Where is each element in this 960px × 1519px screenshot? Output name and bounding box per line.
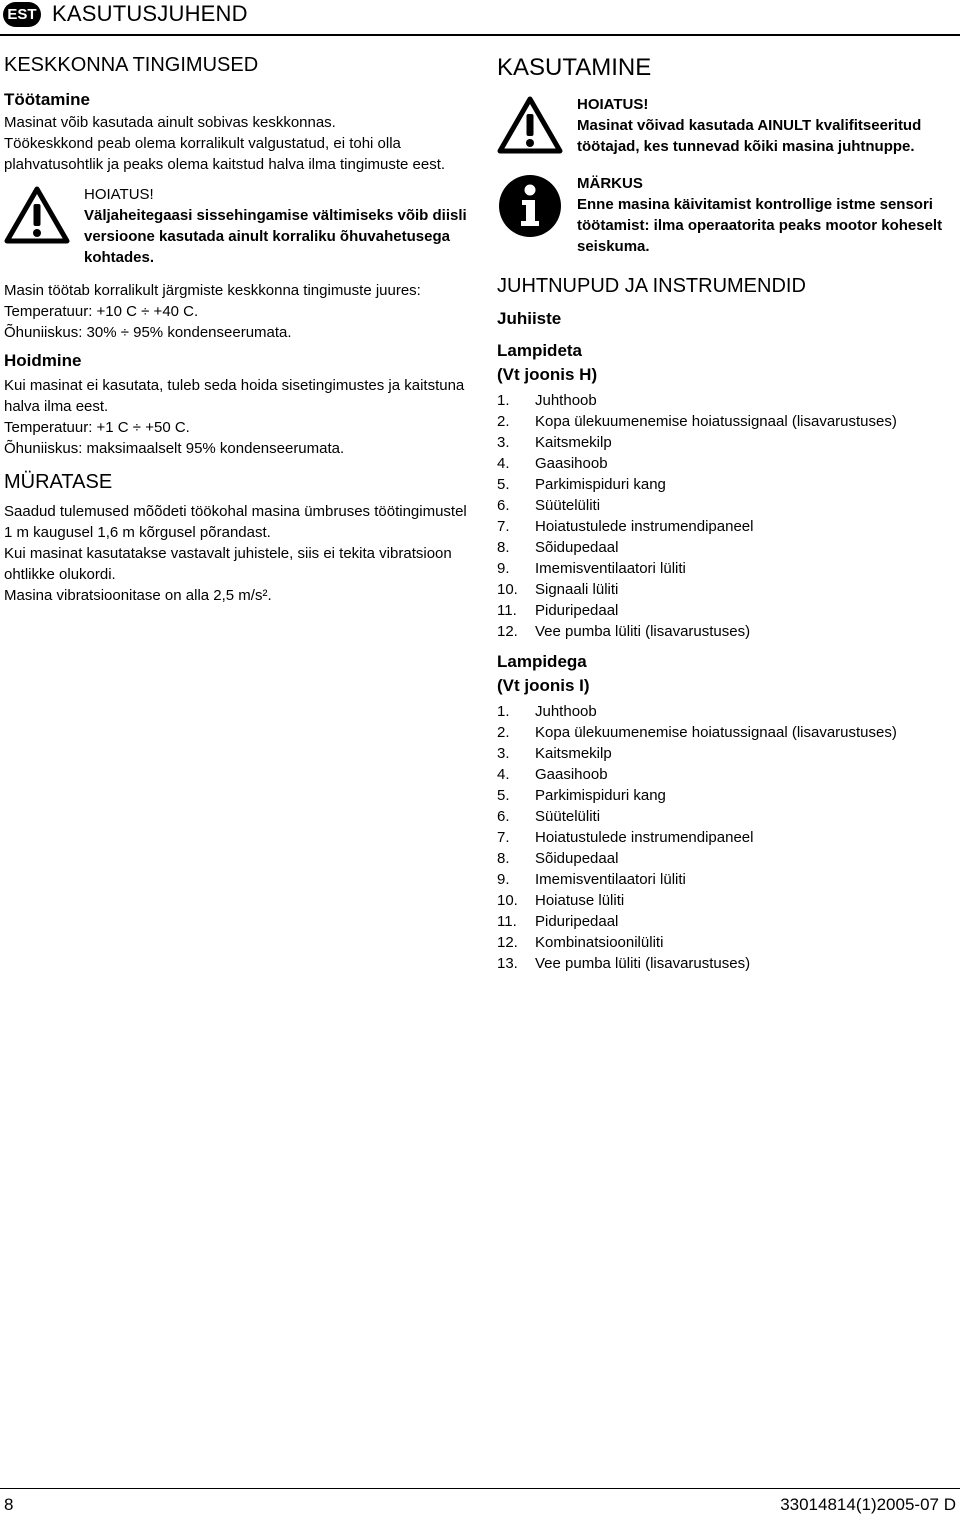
info-icon <box>497 173 563 239</box>
note-label: MÄRKUS <box>577 175 643 192</box>
list-item: 9. Imemisventilaatori lüliti <box>497 871 686 888</box>
list-item: 9. Imemisventilaatori lüliti <box>497 560 686 577</box>
storage-text-3: Õhuniiskus: maksimaalselt 95% kondenseerumata. <box>4 440 345 457</box>
section-title-controls: JUHTNUPUD JA INSTRUMENDID <box>497 275 806 297</box>
list-item: 12. Kombinatsioonilüliti <box>497 934 664 951</box>
subsection-title-lamps: Lampidega <box>497 652 587 671</box>
page-header <box>0 0 960 32</box>
list-item: 11. Piduripedaal <box>497 913 619 930</box>
header-divider <box>0 34 960 36</box>
noise-text-2: Kui masinat kasutatakse vastavalt juhistele, siis ei tekita vibratsioon ohtlikke olukordi. <box>4 545 452 583</box>
list-item: 6. Süütelüliti <box>497 497 601 514</box>
subsection-ref-lamps: (Vt joonis I) <box>497 676 590 695</box>
list-item: 10. Hoiatuse lüliti <box>497 892 625 909</box>
section-title-noise: MÜRATASE <box>4 471 113 493</box>
footer-divider <box>0 1488 960 1489</box>
conditions-text-2: Temperatuur: +10 C ÷ +40 C. <box>4 303 199 320</box>
page-title: KASUTUSJUHEND <box>52 1 248 26</box>
warning-text: Väljaheitegaasi sissehingamise vältimiseks võib diisli versioone kasutada ainult korraliku õhuvahetusega kohtades. <box>84 207 467 266</box>
list-item: 4. Gaasihoob <box>497 766 608 783</box>
list-item: 1. Juhthoob <box>497 392 597 409</box>
conditions-block <box>4 280 474 343</box>
left-column <box>4 52 474 606</box>
noise-text-1: Saadud tulemused mõõdeti töökohal masina ümbruses töötingimustel 1 m kaugusel 1,6 m kõrgusel põrandast. <box>4 503 467 541</box>
warning-label: HOIATUS! <box>577 96 649 113</box>
list-item: 10. Signaali lüliti <box>497 581 619 598</box>
list-item: 1. Juhthoob <box>497 703 597 720</box>
subsection-title-operation: Töötamine <box>4 90 90 109</box>
list-item: 13. Vee pumba lüliti (lisavarustuses) <box>497 955 751 972</box>
language-badge: EST <box>3 2 41 27</box>
note-box <box>497 173 957 257</box>
list-item: 2. Kopa ülekuumenemise hoiatussignaal (lisavarustuses) <box>497 724 897 741</box>
note-text: Enne masina käivitamist kontrollige istme sensori töötamist: ilma operaatorita peaks mootor koheselt seiskuma. <box>577 196 943 255</box>
list-item: 3. Kaitsmekilp <box>497 434 612 451</box>
list-item: 2. Kopa ülekuumenemise hoiatussignaal (lisavarustuses) <box>497 413 897 430</box>
list-item: 11. Piduripedaal <box>497 602 619 619</box>
page-number: 8 <box>4 1495 14 1514</box>
list-item: 7. Hoiatustulede instrumendipaneel <box>497 518 754 535</box>
warning-text: Masinat võivad kasutada AINULT kvalifitseeritud töötajad, kes tunnevad kõiki masina juhtnuppe. <box>577 117 922 155</box>
list-item: 5. Parkimispiduri kang <box>497 787 666 804</box>
list-item: 8. Sõidupedaal <box>497 850 619 867</box>
right-column <box>497 52 957 974</box>
subsection-title-no-lamps: Lampideta <box>497 341 583 360</box>
warning-triangle-icon <box>497 96 563 154</box>
list-item: 5. Parkimispiduri kang <box>497 476 666 493</box>
section-title-environment: KESKKONNA TINGIMUSED <box>4 54 259 76</box>
list-item: 4. Gaasihoob <box>497 455 608 472</box>
operation-text-2: Töökeskkond peab olema korralikult valgustatud, ei tohi olla plahvatusohtlik ja peaks olema kaitstud halva ilma tingimuste eest. <box>4 135 446 173</box>
subsection-title-steering: Juhiiste <box>497 309 562 328</box>
list-item: 7. Hoiatustulede instrumendipaneel <box>497 829 754 846</box>
operation-text-1: Masinat võib kasutada ainult sobivas keskkonnas. <box>4 114 336 131</box>
list-item: 12. Vee pumba lüliti (lisavarustuses) <box>497 623 751 640</box>
list-item: 6. Süütelüliti <box>497 808 601 825</box>
storage-text-2: Temperatuur: +1 C ÷ +50 C. <box>4 419 190 436</box>
list-item: 8. Sõidupedaal <box>497 539 619 556</box>
section-title-use: KASUTAMINE <box>497 54 652 81</box>
list-item: 3. Kaitsmekilp <box>497 745 612 762</box>
list-lamps <box>497 701 957 974</box>
noise-text-3: Masina vibratsioonitase on alla 2,5 m/s². <box>4 587 272 604</box>
conditions-text-3: Õhuniiskus: 30% ÷ 95% kondenseerumata. <box>4 324 292 341</box>
warning-box-qualified <box>497 94 957 157</box>
warning-label: HOIATUS! <box>84 186 154 203</box>
conditions-text-1: Masin töötab korralikult järgmiste keskkonna tingimuste juures: <box>4 282 421 299</box>
subsection-title-storage: Hoidmine <box>4 351 82 370</box>
document-number: 33014814(1)2005-07 D <box>780 1495 956 1514</box>
subsection-ref-no-lamps: (Vt joonis H) <box>497 365 598 384</box>
warning-box-exhaust <box>4 184 474 268</box>
list-no-lamps <box>497 390 957 642</box>
warning-triangle-icon <box>4 186 70 244</box>
storage-text-1: Kui masinat ei kasutata, tuleb seda hoida sisetingimustes ja kaitstuna halva ilma eest. <box>4 377 465 415</box>
